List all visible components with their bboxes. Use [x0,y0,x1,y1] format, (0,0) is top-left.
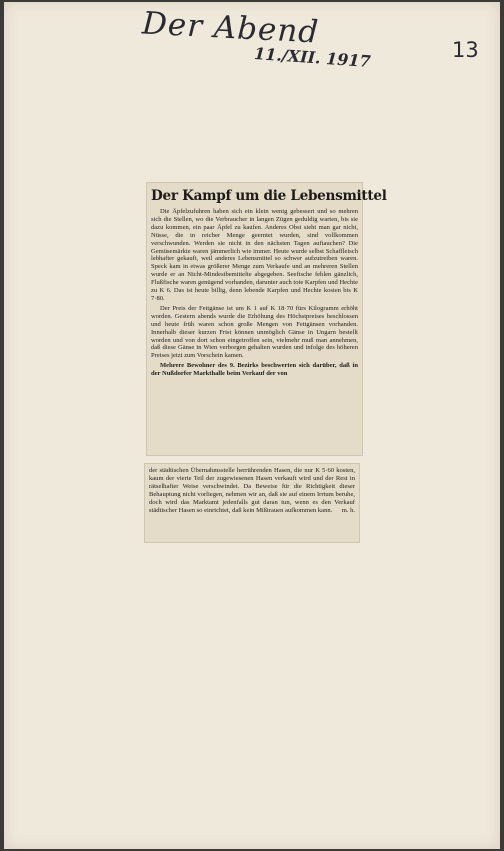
handwritten-page-number: 13 [452,38,479,62]
newspaper-clipping-main [146,182,387,456]
article-paragraph-2: Der Preis der Fettgänse ist um K 1 auf K 18·70 fürs Kilogramm erhöht worden. Gestern abends wurde die Erhöhung des Höchstpreises beschlossen und heute früh waren schon große Mengen von Fettgänsen vorhanden. Innerhalb dieser kurzen Frist können unmöglich Gänse in Ungarn bestellt worden und von dort schon eingetroffen sein, vielmehr muß man annehmen, daß diese Gänse in Wien verborgen gehalten wurden und infolge des höheren Preises jetzt zum Vorschein kamen. [151,304,358,360]
article-paragraph-3: Mehrere Bewohner des 9. Bezirks beschwerten sich darüber, daß in der Nußdorfer Markthalle beim Verkauf der von [151,362,358,378]
article-continuation [149,467,355,515]
handwritten-newspaper-name: Der Abend [141,5,321,51]
newspaper-clipping-continuation [144,463,360,543]
article-paragraph-1: Die Äpfelzufuhren haben sich ein klein wenig gebessert und so mehren sich die Stellen, wo die Verbraucher in langen Zügen geduldig warten, bis sie dazu kommen, ein paar Äpfel zu kaufen. Anderes Obst sieht man gar nicht, Nüsse, die in reicher Menge geerntet wurden, sind vollkommen verschwunden. Werden sie nicht in den nächsten Tagen auftauchen? Die Gemüsemärkte waren jämmerlich wie immer. Heute wurde selbst Schaffleisch lebhafter gekauft, weil anderes Lebensmittel so schwer aufzutreiben waren. Speck kam in etwas größerer Menge zum Verkaufe und an mehreren Stellen wurde er an Nicht-Mindestbemittelte abgegeben. Seefische fehlen gänzlich, Flußfische waren genügend vorhanden, darunter auch tote Karpfen und Hechte zu K 6. Das ist heute billig, denn lebende Karpfen und Hechte kosten bis K 7·80. [151,208,358,302]
article-signature: m. h. [341,507,355,514]
handwritten-date: 11./XII. 1917 [253,43,372,72]
article-headline: Der Kampf um die Lebensmittel [151,188,387,204]
archive-page [4,2,500,849]
continuation-text: der städtischen Übernahmsstelle herrührenden Hasen, die nur K 5·60 kosten, kaum der vierte Teil der zugewiesenen Hasen verkauft wird und der Rest in rätselhafter Weise verschwindet. Da Beweise für die Richtigkeit dieser Behauptung nicht vorliegen, nehmen wir an, daß sie auf einem Irrtum beruhe, doch wird das Marktamt jedenfalls gut daran tun, wenn es den Verkauf städtischer Hasen so einrichtet, daß kein Mißtrauen aufkommen kann. [149,467,355,514]
